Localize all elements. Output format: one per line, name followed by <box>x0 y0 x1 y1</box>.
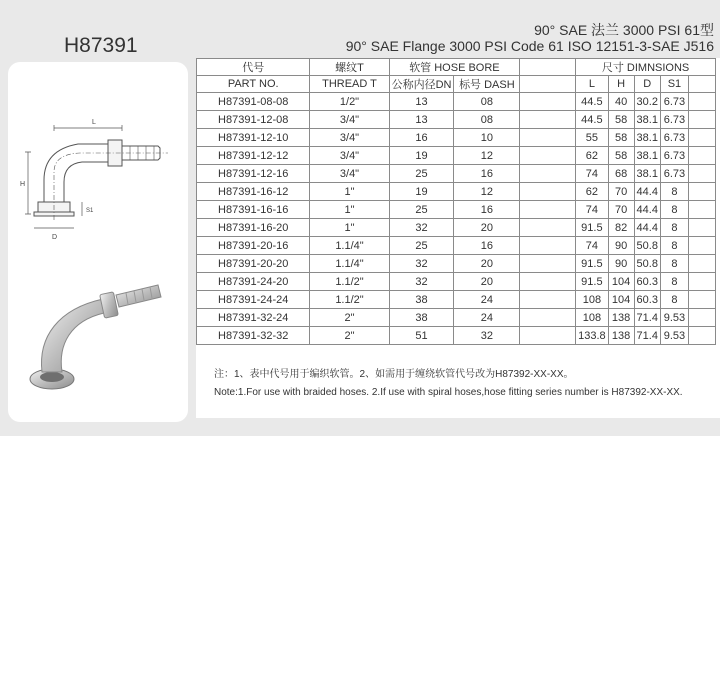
note-en: Note:1.For use with braided hoses. 2.If use with spiral hoses,hose fitting series number is H87392-XX-XX. <box>214 387 683 398</box>
cell-thread: 3/4" <box>310 111 389 129</box>
table-row <box>197 255 716 273</box>
cell-l: 108 <box>576 291 609 309</box>
cell-s1: 6.73 <box>660 111 688 129</box>
cell-thread: 1.1/4" <box>310 255 389 273</box>
cell-spacer <box>520 255 576 273</box>
cell-d: 38.1 <box>634 147 660 165</box>
cell-l: 44.5 <box>576 111 609 129</box>
cell-thread: 2" <box>310 327 389 345</box>
fitting-technical-drawing <box>8 102 188 277</box>
cell-d: 44.4 <box>634 183 660 201</box>
cell-d: 44.4 <box>634 201 660 219</box>
cell-l: 62 <box>576 183 609 201</box>
cell-spacer <box>520 219 576 237</box>
cell-extra <box>688 273 715 291</box>
cell-dn: 32 <box>389 219 454 237</box>
cell-extra <box>688 129 715 147</box>
spec-table-card <box>196 58 720 418</box>
cell-h: 104 <box>608 291 634 309</box>
cell-extra <box>688 183 715 201</box>
cell-d: 38.1 <box>634 165 660 183</box>
cell-l: 91.5 <box>576 273 609 291</box>
cell-spacer <box>520 201 576 219</box>
cell-dn: 19 <box>389 147 454 165</box>
cell-h: 70 <box>608 183 634 201</box>
cell-h: 58 <box>608 147 634 165</box>
dim-label-s1: S1 <box>86 208 94 214</box>
cell-l: 74 <box>576 237 609 255</box>
cell-dn: 16 <box>389 129 454 147</box>
cell-part-no: H87391-16-12 <box>197 183 310 201</box>
cell-dash: 08 <box>454 93 520 111</box>
cell-extra <box>688 219 715 237</box>
table-row <box>197 165 716 183</box>
cell-spacer <box>520 147 576 165</box>
cell-l: 44.5 <box>576 93 609 111</box>
cell-thread: 1" <box>310 219 389 237</box>
cell-dn: 13 <box>389 111 454 129</box>
header-d: D <box>634 76 660 93</box>
cell-dn: 19 <box>389 183 454 201</box>
cell-s1: 6.73 <box>660 93 688 111</box>
table-row <box>197 309 716 327</box>
cell-d: 30.2 <box>634 93 660 111</box>
cell-spacer <box>520 93 576 111</box>
cell-d: 38.1 <box>634 111 660 129</box>
cell-s1: 8 <box>660 183 688 201</box>
cell-l: 74 <box>576 165 609 183</box>
cell-dash: 16 <box>454 237 520 255</box>
header-l: L <box>576 76 609 93</box>
cell-thread: 1/2" <box>310 93 389 111</box>
cell-h: 40 <box>608 93 634 111</box>
table-row <box>197 327 716 345</box>
header-spacer <box>520 76 576 93</box>
cell-part-no: H87391-16-20 <box>197 219 310 237</box>
cell-d: 44.4 <box>634 219 660 237</box>
table-row <box>197 93 716 111</box>
cell-spacer <box>520 237 576 255</box>
cell-dash: 12 <box>454 147 520 165</box>
cell-dn: 38 <box>389 309 454 327</box>
dim-label-h: H <box>20 181 26 188</box>
cell-spacer <box>520 111 576 129</box>
cell-dash: 20 <box>454 255 520 273</box>
header-part-en: PART NO. <box>197 76 310 93</box>
cell-h: 90 <box>608 237 634 255</box>
cell-dn: 32 <box>389 255 454 273</box>
cell-dash: 16 <box>454 201 520 219</box>
cell-d: 60.3 <box>634 273 660 291</box>
header-spacer <box>520 59 576 76</box>
cell-spacer <box>520 273 576 291</box>
cell-s1: 8 <box>660 291 688 309</box>
spec-table-body <box>197 93 716 345</box>
cell-l: 55 <box>576 129 609 147</box>
table-row <box>197 129 716 147</box>
cell-h: 104 <box>608 273 634 291</box>
cell-spacer <box>520 165 576 183</box>
note-cn: 注：1、表中代号用于编织软管。2、如需用于缠绕软管代号改为H87392-XX-XX。 <box>214 369 574 380</box>
cell-s1: 8 <box>660 219 688 237</box>
cell-h: 58 <box>608 129 634 147</box>
headline-en: 90° SAE Flange 3000 PSI Code 61 ISO 12151-3-SAE J516 <box>345 38 714 54</box>
cell-d: 50.8 <box>634 237 660 255</box>
cell-h: 58 <box>608 111 634 129</box>
cell-h: 90 <box>608 255 634 273</box>
cell-dash: 10 <box>454 129 520 147</box>
cell-spacer <box>520 129 576 147</box>
cell-s1: 6.73 <box>660 129 688 147</box>
table-row <box>197 291 716 309</box>
header-hose-bore: 软管 HOSE BORE <box>389 59 520 76</box>
cell-thread: 1" <box>310 201 389 219</box>
cell-dn: 32 <box>389 273 454 291</box>
cell-extra <box>688 111 715 129</box>
cell-l: 108 <box>576 309 609 327</box>
table-row <box>197 183 716 201</box>
header-dn: 公称内径DN <box>389 76 454 93</box>
cell-thread: 1" <box>310 183 389 201</box>
cell-thread: 3/4" <box>310 147 389 165</box>
table-row <box>197 237 716 255</box>
product-headline <box>346 22 714 54</box>
cell-s1: 8 <box>660 201 688 219</box>
cell-dash: 24 <box>454 309 520 327</box>
cell-dash: 16 <box>454 165 520 183</box>
dim-label-l: L <box>92 119 96 126</box>
cell-s1: 8 <box>660 255 688 273</box>
cell-h: 82 <box>608 219 634 237</box>
cell-s1: 9.53 <box>660 327 688 345</box>
cell-dn: 25 <box>389 237 454 255</box>
cell-thread: 3/4" <box>310 165 389 183</box>
cell-d: 71.4 <box>634 309 660 327</box>
dim-label-d: D <box>52 234 58 241</box>
header-s1: S1 <box>660 76 688 93</box>
cell-part-no: H87391-16-16 <box>197 201 310 219</box>
cell-part-no: H87391-20-20 <box>197 255 310 273</box>
cell-thread: 3/4" <box>310 129 389 147</box>
cell-dn: 25 <box>389 201 454 219</box>
cell-d: 50.8 <box>634 255 660 273</box>
cell-extra <box>688 93 715 111</box>
cell-extra <box>688 165 715 183</box>
cell-part-no: H87391-32-24 <box>197 309 310 327</box>
cell-part-no: H87391-32-32 <box>197 327 310 345</box>
cell-extra <box>688 291 715 309</box>
cell-thread: 2" <box>310 309 389 327</box>
table-row <box>197 219 716 237</box>
cell-part-no: H87391-12-12 <box>197 147 310 165</box>
cell-part-no: H87391-24-24 <box>197 291 310 309</box>
table-row <box>197 111 716 129</box>
cell-dn: 51 <box>389 327 454 345</box>
cell-s1: 8 <box>660 237 688 255</box>
cell-d: 60.3 <box>634 291 660 309</box>
cell-h: 68 <box>608 165 634 183</box>
header-dimensions: 尺寸 DIMNSIONS <box>576 59 716 76</box>
cell-dash: 20 <box>454 273 520 291</box>
cell-l: 91.5 <box>576 219 609 237</box>
cell-spacer <box>520 327 576 345</box>
cell-h: 70 <box>608 201 634 219</box>
cell-extra <box>688 309 715 327</box>
cell-thread: 1.1/2" <box>310 273 389 291</box>
cell-d: 38.1 <box>634 129 660 147</box>
cell-dash: 24 <box>454 291 520 309</box>
cell-extra <box>688 201 715 219</box>
cell-dash: 32 <box>454 327 520 345</box>
cell-extra <box>688 147 715 165</box>
cell-thread: 1.1/4" <box>310 237 389 255</box>
cell-part-no: H87391-12-10 <box>197 129 310 147</box>
header-dash: 标号 DASH <box>454 76 520 93</box>
table-row <box>197 201 716 219</box>
headline-cn: 90° SAE 法兰 3000 PSI 61型 <box>534 22 714 38</box>
product-image-card <box>8 62 188 422</box>
cell-s1: 6.73 <box>660 147 688 165</box>
cell-h: 138 <box>608 309 634 327</box>
cell-h: 138 <box>608 327 634 345</box>
cell-spacer <box>520 291 576 309</box>
cell-dash: 12 <box>454 183 520 201</box>
cell-dn: 38 <box>389 291 454 309</box>
cell-spacer <box>520 309 576 327</box>
header-thread-en: THREAD T <box>310 76 389 93</box>
cell-dash: 08 <box>454 111 520 129</box>
table-row <box>197 273 716 291</box>
header-extra <box>688 76 715 93</box>
header-h: H <box>608 76 634 93</box>
cell-dn: 13 <box>389 93 454 111</box>
cell-s1: 6.73 <box>660 165 688 183</box>
cell-dash: 20 <box>454 219 520 237</box>
cell-part-no: H87391-12-16 <box>197 165 310 183</box>
cell-d: 71.4 <box>634 327 660 345</box>
cell-dn: 25 <box>389 165 454 183</box>
cell-part-no: H87391-24-20 <box>197 273 310 291</box>
cell-extra <box>688 255 715 273</box>
cell-s1: 8 <box>660 273 688 291</box>
cell-part-no: H87391-12-08 <box>197 111 310 129</box>
table-row <box>197 147 716 165</box>
fitting-product-photo <box>8 257 188 417</box>
cell-l: 91.5 <box>576 255 609 273</box>
spec-table <box>196 58 716 345</box>
cell-extra <box>688 237 715 255</box>
cell-part-no: H87391-08-08 <box>197 93 310 111</box>
header-part-cn: 代号 <box>197 59 310 76</box>
cell-part-no: H87391-20-16 <box>197 237 310 255</box>
cell-l: 133.8 <box>576 327 609 345</box>
cell-extra <box>688 327 715 345</box>
cell-spacer <box>520 183 576 201</box>
header-thread-cn: 螺纹T <box>310 59 389 76</box>
part-number-title: H87391 <box>64 34 138 57</box>
cell-l: 74 <box>576 201 609 219</box>
cell-l: 62 <box>576 147 609 165</box>
cell-thread: 1.1/2" <box>310 291 389 309</box>
cell-s1: 9.53 <box>660 309 688 327</box>
